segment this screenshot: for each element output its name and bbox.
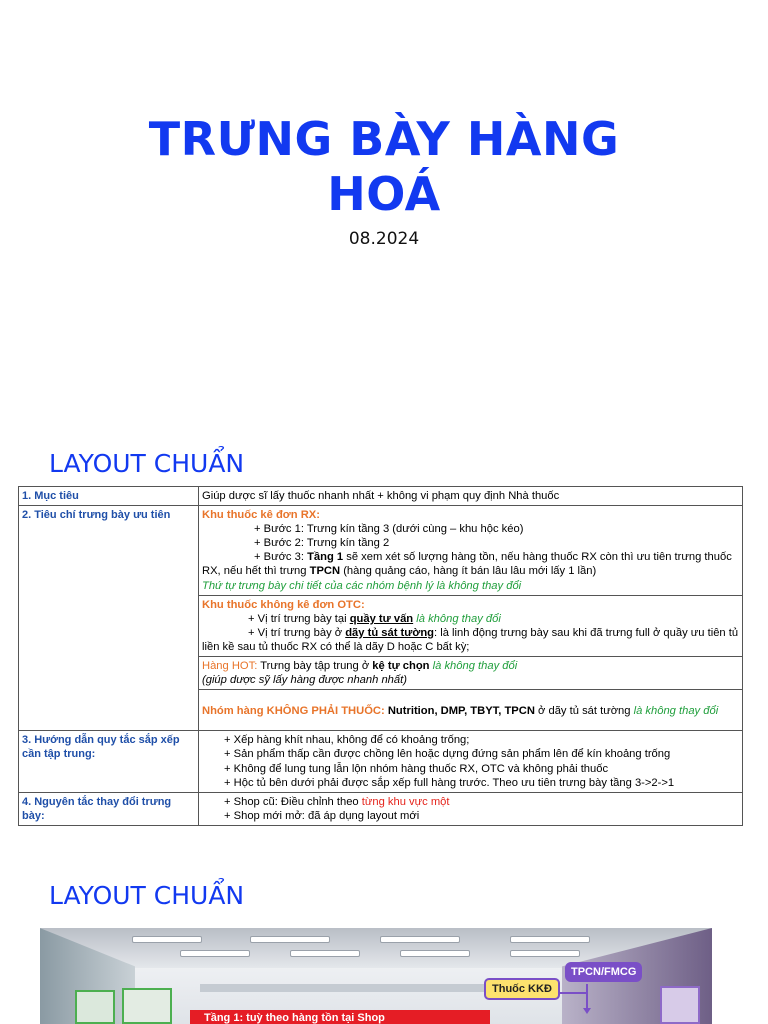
change-line1 — [202, 795, 739, 809]
ceiling-light — [132, 936, 202, 943]
left-shelf — [75, 990, 115, 1024]
hot-heading: Hàng HOT: — [202, 660, 258, 673]
row-label-criteria: 2. Tiêu chí trưng bày ưu tiên — [19, 506, 199, 731]
rx-heading: Khu thuốc kê đơn RX: — [202, 509, 320, 522]
otc-section — [199, 595, 743, 656]
hot-line1 — [202, 659, 739, 673]
right-shelf — [660, 986, 700, 1024]
otc-line2-b: dãy tủ sát tường — [345, 626, 434, 639]
guideline-item: + Hộc tủ bên dưới phải được sắp xếp full hàng trước. Theo ưu tiên trưng bày tầng 3->2->1 — [224, 776, 675, 789]
change-principles — [199, 792, 743, 825]
guideline-item: + Không để lung tung lẫn lộn nhóm hàng thuốc RX, OTC và không phải thuốc — [224, 762, 609, 775]
ceiling-light — [510, 936, 590, 943]
row-label-guidelines: 3. Hướng dẫn quy tắc sắp xếp cần tập trung: — [19, 731, 199, 792]
rx-step2: + Bước 2: Trưng kín tầng 2 — [254, 537, 390, 550]
tag-tpcn-fmcg: TPCN/FMCG — [565, 962, 642, 982]
arrow-line — [586, 984, 588, 1010]
non-drug-section — [199, 690, 743, 731]
otc-line1-a: + Vị trí trưng bày tại — [248, 612, 350, 625]
hot-line2: (giúp dược sỹ lấy hàng được nhanh nhất) — [202, 674, 407, 687]
ceiling-light — [180, 950, 250, 957]
ceiling-light — [400, 950, 470, 957]
otc-line1-c: là không thay đổi — [413, 612, 501, 625]
table-row — [19, 731, 743, 792]
ceiling-light — [510, 950, 580, 957]
table-row — [19, 506, 743, 596]
hot-text-a: Trưng bày tập trung ở — [257, 660, 373, 673]
main-title — [0, 112, 768, 222]
tag-thuoc-kkd: Thuốc KKĐ — [484, 978, 560, 1000]
ceiling-light — [290, 950, 360, 957]
rx-step3-e: (hàng quảng cáo, hàng ít bán lâu lâu mới lấy 1 lần) — [340, 565, 597, 578]
rx-step3-c: sẽ xem xét số lượng hàng tồn, nếu hàng thuốc RX còn thì ưu tiên trưng thuốc RX, nếu hết thì trưng — [202, 551, 732, 578]
arrow-down-icon — [583, 1008, 591, 1014]
row-label-objective: 1. Mục tiêu — [19, 487, 199, 506]
rx-step3 — [202, 550, 739, 578]
otc-line2-a: + Vị trí trưng bày ở — [248, 626, 346, 639]
row-label-change-principles: 4. Nguyên tắc thay đổi trưng bày: — [19, 792, 199, 825]
rx-step3-a: + Bước 3: — [254, 551, 308, 564]
store-layout-illustration — [40, 928, 712, 1024]
ceiling-light — [380, 936, 460, 943]
otc-line2 — [202, 626, 739, 654]
rx-section — [199, 506, 743, 596]
main-title-line2: HOÁ — [327, 167, 441, 221]
hot-section — [199, 657, 743, 690]
left-shelf — [122, 988, 172, 1024]
change-line2: + Shop mới mở: đã áp dụng layout mới — [224, 809, 420, 822]
hot-text-c: là không thay đổi — [429, 660, 518, 673]
change-line1-a: + Shop cũ: Điều chỉnh theo — [224, 795, 362, 808]
table-row — [19, 487, 743, 506]
ceiling-light — [250, 936, 330, 943]
otc-heading: Khu thuốc không kê đơn OTC: — [202, 598, 365, 611]
criteria-table — [18, 486, 743, 826]
floor-banner — [190, 1010, 490, 1024]
non-drug-text-c: là không thay đổi — [633, 705, 719, 718]
guideline-item: + Sản phẩm thấp cần được chồng lên hoặc dựng đứng sản phẩm lên để kín khoảng trống — [224, 748, 671, 761]
back-counter — [200, 984, 500, 992]
rx-step3-d: TPCN — [309, 565, 341, 578]
title-slide — [0, 0, 768, 430]
subtitle-date: 08.2024 — [348, 229, 420, 249]
rx-note: Thứ tự trưng bày chi tiết của các nhóm bệnh lý là không thay đổi — [202, 579, 522, 592]
change-line1-b: từng khu vực một — [361, 795, 450, 808]
floor-banner-text: Tầng 1: tuỳ theo hàng tồn tại Shop — [204, 1012, 385, 1024]
rx-step1: + Bước 1: Trưng kín tầng 3 (dưới cùng – khu hộc kéo) — [254, 523, 524, 536]
otc-line2-c: : là linh động trưng bày sau khi đã trưng full ở quầy ưu tiên tủ liền kề sau tủ thuốc RX có thể là dãy D hoặc C bất kỳ; — [202, 626, 739, 653]
non-drug-text-b: ở dãy tủ sát tường — [534, 705, 634, 718]
hot-text-b: kệ tự chọn — [372, 660, 430, 673]
non-drug-heading: Nhóm hàng KHÔNG PHẢI THUỐC: — [202, 705, 385, 718]
non-drug-text-a: Nutrition, DMP, TBYT, TPCN — [384, 705, 535, 718]
objective-text: Giúp dược sĩ lấy thuốc nhanh nhất + không vi phạm quy định Nhà thuốc — [199, 487, 743, 506]
guidelines-list — [199, 731, 743, 792]
section-heading-layout-2: LAYOUT CHUẨN — [49, 881, 245, 910]
rx-step3-b: Tầng 1 — [307, 551, 344, 564]
otc-line1 — [202, 612, 739, 626]
main-title-line1: TRƯNG BÀY HÀNG — [148, 112, 620, 166]
guideline-item: + Xếp hàng khít nhau, không để có khoảng trống; — [224, 734, 470, 747]
otc-line1-b: quầy tư vấn — [349, 612, 414, 625]
section-heading-layout: LAYOUT CHUẨN — [49, 449, 245, 478]
table-row — [19, 792, 743, 825]
